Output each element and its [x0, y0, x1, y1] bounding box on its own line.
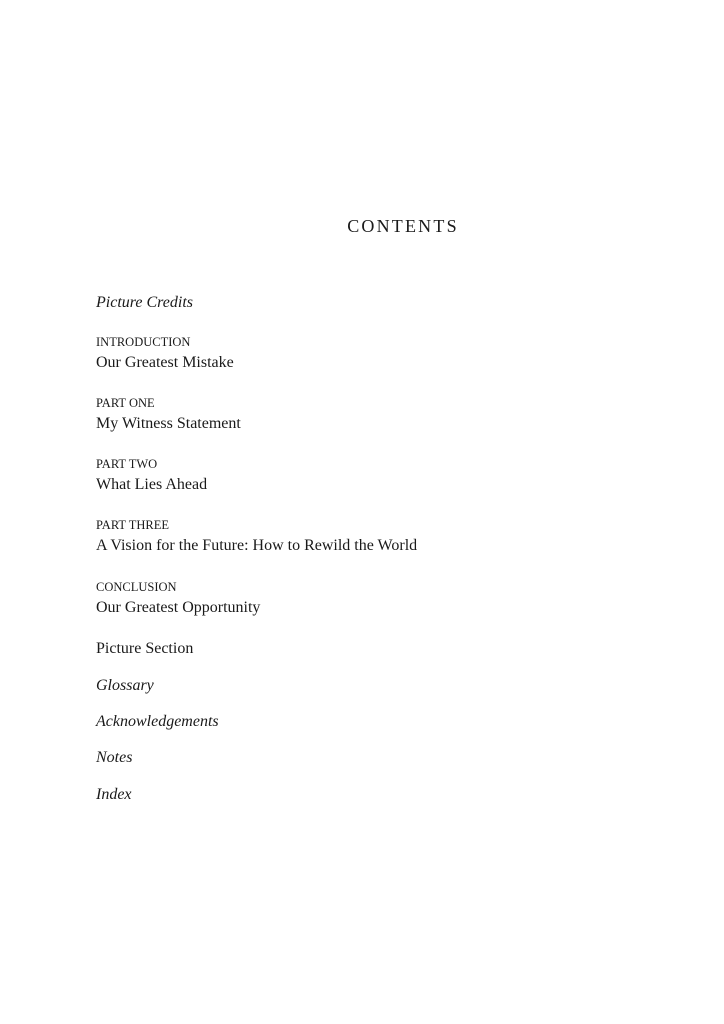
toc-entry-part-two[interactable] [96, 457, 207, 495]
toc-entry-picture-credits[interactable]: Picture Credits [96, 294, 194, 311]
toc-entry-notes[interactable]: Notes [96, 749, 133, 766]
toc-section-label: PART THREE [96, 518, 169, 532]
toc-section-title: Our Greatest Mistake [96, 354, 234, 371]
toc-section-label: INTRODUCTION [96, 335, 191, 349]
toc-section-title: My Witness Statement [96, 415, 241, 432]
toc-section-label: PART TWO [96, 457, 158, 471]
toc-section-label: CONCLUSION [96, 580, 177, 594]
toc-entry-part-three[interactable] [96, 518, 417, 556]
toc-entry-acknowledgements[interactable]: Acknowledgements [96, 713, 219, 730]
page-title: CONTENTS [347, 216, 459, 236]
toc-section-label: PART ONE [96, 396, 155, 410]
toc-entry-part-one[interactable] [96, 396, 241, 434]
toc-section-title: What Lies Ahead [96, 476, 208, 493]
toc-entry-index[interactable]: Index [96, 786, 132, 803]
toc-entry-introduction[interactable] [96, 335, 234, 373]
toc-entry-glossary[interactable]: Glossary [96, 677, 154, 694]
toc-entry-picture-section[interactable]: Picture Section [96, 640, 194, 657]
toc-section-title: Our Greatest Opportunity [96, 599, 261, 616]
toc-section-title: A Vision for the Future: How to Rewild the World [96, 537, 418, 554]
toc-entry-conclusion[interactable] [96, 580, 260, 618]
